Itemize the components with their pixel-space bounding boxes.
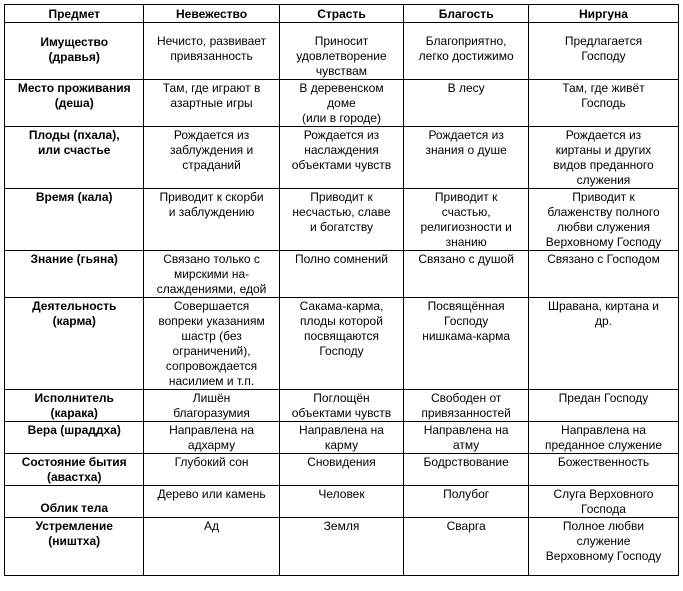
- table-row: [5, 298, 679, 390]
- table-cell: Направлена на карму: [279, 422, 404, 454]
- table-cell: Благоприятно, легко достижимо: [404, 23, 529, 80]
- row-label: Исполнитель (карака): [5, 390, 144, 422]
- row-label: Место проживания (деша): [5, 80, 144, 127]
- row-label: Деятельность (карма): [5, 298, 144, 390]
- table-cell: Полное любви служение Верховному Господу: [528, 518, 678, 576]
- table-row: [5, 422, 679, 454]
- table-cell: Там, где живёт Господь: [528, 80, 678, 127]
- row-label: Устремление (ништха): [5, 518, 144, 576]
- table-cell: Свободен от привязанностей: [404, 390, 529, 422]
- table-cell: Полубог: [404, 486, 529, 518]
- table-cell: Рождается из знания о душе: [404, 127, 529, 189]
- table-cell: Бодрствование: [404, 454, 529, 486]
- table-cell: Направлена на адхарму: [144, 422, 279, 454]
- table-cell: Слуга Верховного Господа: [528, 486, 678, 518]
- table-cell: Поглощён объектами чувств: [279, 390, 404, 422]
- table-cell: Шравана, киртана и др.: [528, 298, 678, 390]
- table-cell: Полно сомнений: [279, 251, 404, 298]
- table-row: [5, 390, 679, 422]
- table-cell: Связано с Господом: [528, 251, 678, 298]
- table-cell: В деревенском доме (или в городе): [279, 80, 404, 127]
- table-row: [5, 454, 679, 486]
- table-cell: Приводит к блаженству полного любви служения Верховному Господу: [528, 189, 678, 251]
- table-cell: Сакама-карма, плоды которой посвящаются Господу: [279, 298, 404, 390]
- table-cell: Предан Господу: [528, 390, 678, 422]
- table-row: [5, 518, 679, 576]
- table-cell: Приводит к скорби и заблуждению: [144, 189, 279, 251]
- table-cell: Рождается из заблуждения и страданий: [144, 127, 279, 189]
- table-cell: Рождается из наслаждения объектами чувств: [279, 127, 404, 189]
- header-ignorance: Невежество: [144, 5, 279, 23]
- row-label: Облик тела: [5, 486, 144, 518]
- table-cell: Направлена на преданное служение: [528, 422, 678, 454]
- table-cell: В лесу: [404, 80, 529, 127]
- table-cell: Человек: [279, 486, 404, 518]
- table-cell: Посвящённая Господу нишкама-карма: [404, 298, 529, 390]
- table-cell: Там, где играют в азартные игры: [144, 80, 279, 127]
- header-nirguna: Ниргуна: [528, 5, 678, 23]
- row-label: Плоды (пхала), или счастье: [5, 127, 144, 189]
- table-row: [5, 486, 679, 518]
- table-cell: Сварга: [404, 518, 529, 576]
- table-cell: Нечисто, развивает привязанность: [144, 23, 279, 80]
- header-row: [5, 5, 679, 23]
- table-cell: Божественность: [528, 454, 678, 486]
- row-label: Имущество (дравья): [5, 23, 144, 80]
- table-row: [5, 251, 679, 298]
- table-cell: Земля: [279, 518, 404, 576]
- table-cell: Рождается из киртаны и других видов преданного служения: [528, 127, 678, 189]
- table-row: [5, 80, 679, 127]
- table-cell: Приводит к счастью, религиозности и знанию: [404, 189, 529, 251]
- header-subject: Предмет: [5, 5, 144, 23]
- table-row: [5, 23, 679, 80]
- table-cell: Сновидения: [279, 454, 404, 486]
- table-cell: Лишён благоразумия: [144, 390, 279, 422]
- header-goodness: Благость: [404, 5, 529, 23]
- table-cell: Совершается вопреки указаниям шастр (без ограничений), сопровождается насилием и т.п.: [144, 298, 279, 390]
- header-passion: Страсть: [279, 5, 404, 23]
- table-row: [5, 127, 679, 189]
- row-label: Состояние бытия (авастха): [5, 454, 144, 486]
- table-cell: Направлена на атму: [404, 422, 529, 454]
- table-cell: Глубокий сон: [144, 454, 279, 486]
- table-cell: Ад: [144, 518, 279, 576]
- table-cell: Приводит к несчастью, славе и богатству: [279, 189, 404, 251]
- table-row: [5, 189, 679, 251]
- row-label: Вера (шраддха): [5, 422, 144, 454]
- table-cell: Дерево или камень: [144, 486, 279, 518]
- table-cell: Приносит удовлетворение чувствам: [279, 23, 404, 80]
- table-cell: Предлагается Господу: [528, 23, 678, 80]
- table-cell: Связано только с мирскими на- слаждениями, едой: [144, 251, 279, 298]
- row-label: Знание (гьяна): [5, 251, 144, 298]
- table-cell: Связано с душой: [404, 251, 529, 298]
- row-label: Время (кала): [5, 189, 144, 251]
- gunas-comparison-table: [4, 4, 679, 576]
